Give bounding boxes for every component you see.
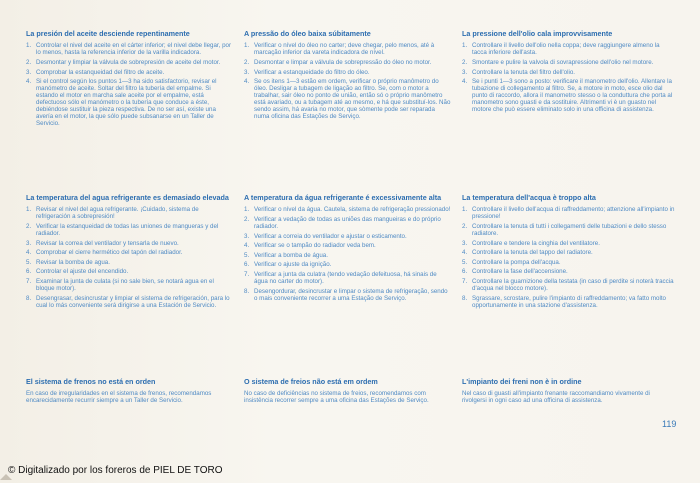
list-item: 8. Desengrasar, desincrustar y limpiar el sistema de refrigeración, para lo cual lo más conveniente será dirigirse a una Estación de Servicio. xyxy=(26,294,230,309)
list-item: 3. Controllare la tenuta del filtro dell'olio. xyxy=(462,68,575,76)
list-item: 3. Verificar a correia do ventilador e ajustar o esticamento. xyxy=(244,232,407,240)
list-item: 5. Revisar la bomba de agua. xyxy=(26,258,110,266)
section-text: Nel caso di guasti all'impianto frenante raccomandiamo vivamente di rivolgersi in ogni caso ad una officina di assistenza. xyxy=(462,390,650,405)
section-oil-pressure-pt xyxy=(244,30,452,194)
section-title: El sistema de frenos no está en orden xyxy=(26,378,156,386)
sections-grid xyxy=(26,30,676,448)
section-oil-pressure-it xyxy=(462,30,676,194)
list-item: 6. Controlar el ajuste del encendido. xyxy=(26,268,129,276)
section-brakes-it xyxy=(462,378,676,448)
section-title: La temperatura dell'acqua è troppo alta xyxy=(462,194,596,202)
list-item: 4. Comprobar el cierre hermético del tapón del radiador. xyxy=(26,249,183,257)
list-item: 8. Desengordurar, desincrustar e limpar o sistema de refrigeração, sendo o mais conveniente recorrer a uma Estação de Serviço. xyxy=(244,287,448,302)
list-item: 1. Revisar el nivel del agua refrigerante. ¡Cuidado, sistema de refrigeración a sobrepresión! xyxy=(26,206,199,221)
section-title: La temperatura del agua refrigerante es demasiado elevada xyxy=(26,194,229,202)
list-item: 5. Verificar a bomba de água. xyxy=(244,251,328,259)
list-item: 8. Sgrassare, scrostare, pulire l'impianto di raffreddamento; va fatto molto opportunamente in una stazione d'assistenza. xyxy=(462,294,667,309)
section-oil-pressure-es xyxy=(26,30,234,194)
list-item: 2. Desmontar y limpiar la válvula de sobrepresión de aceite del motor. xyxy=(26,59,221,66)
list-item: 6. Verificar o ajuste da ignição. xyxy=(244,261,332,269)
list-item: 2. Controllare la tenuta di tutti i collegamenti delle tubazioni e dello stesso radiatore. xyxy=(462,223,667,237)
list-item: 2. Verificar a vedação de todas as uniões das mangueiras e do próprio radiador. xyxy=(244,216,441,230)
section-coolant-temp-it xyxy=(462,194,676,378)
section-title: A pressão do óleo baixa súbitamente xyxy=(244,30,371,38)
section-title: L'impianto dei freni non è in ordine xyxy=(462,378,582,386)
list-item: 2. Verificar la estanqueidad de todas las uniones de mangueras y del radiador. xyxy=(26,223,219,237)
list-item: 1. Controllare il livello dell'acqua di raffreddamento; attenzione all'impianto in pressione! xyxy=(462,206,675,221)
section-brakes-pt xyxy=(244,378,452,448)
list-item: 1. Verificar o nível da água. Cautela, sistema de refrigeração pressionado! xyxy=(244,206,451,214)
section-text: No caso de deficiências no sistema de freios, recomendamos com insistência recorrer sempre a uma oficina das Estações de Serviço. xyxy=(244,390,429,405)
list-item: 2. Desmontar e limpar a válvula de sobrepressão do óleo no motor. xyxy=(244,59,432,66)
list-item: 6. Controllare la fase dell'accensione. xyxy=(462,268,568,276)
list-item: 7. Verificar a junta da culatra (tendo vedação defeituosa, há sinais de água no carter do motor). xyxy=(244,270,437,285)
page-number: 119 xyxy=(662,419,677,429)
section-coolant-temp-pt xyxy=(244,194,452,378)
section-text: En caso de irregularidades en el sistema de frenos, recomendamos encarecidamente recurrir siempre a un Taller de Servicio. xyxy=(26,390,212,405)
list-item: 3. Controllare e tendere la cinghia del ventilatore. xyxy=(462,239,600,247)
list-item: 3. Comprobar la estanqueidad del filtro de aceite. xyxy=(26,68,165,76)
section-title: O sistema de freios não está em ordem xyxy=(244,378,378,386)
section-coolant-temp-es xyxy=(26,194,234,378)
list-item: 4. Se os itens 1—3 estão em ordem, verificar o próprio manômetro do óleo. Desligar a tubagem de ligação ao filtro. Se, com o motor a trabalhar, sair óleo no ponto de união, então só o próprio manômetro está avariado, ou a tubagem até ao mesmo, e há que substituí-los. Não sendo assim, há avaria no motor, que sòmente pode ser reparada numa oficina das Estações de Serviço. xyxy=(244,78,451,121)
section-title: La presión del aceite desciende repentinamente xyxy=(26,30,190,38)
list-item: 1. Controllare il livello dell'olio nella coppa; deve raggiungere almeno la tacca inferiore dell'asta. xyxy=(462,42,660,57)
list-item: 1. Controlar el nivel del aceite en el cárter inferior; el nivel debe llegar, por lo menos, hasta la referencia inferior de la varilla indicadora. xyxy=(26,42,232,57)
list-item: 2. Smontare e pulire la valvola di sovrapressione dell'olio nel motore. xyxy=(462,59,654,66)
scan-credit: © Digitalizado por los foreros de PIEL DE TORO xyxy=(8,465,223,476)
section-title: A temperatura da água refrigerante é excessivamente alta xyxy=(244,194,442,202)
list-item: 4. Si el control según los puntos 1—3 ha sido satisfactorio, revisar el manómetro de aceite. Soltar del filtro la tubería del empalme. Si estando el motor en marcha sale aceite por el empalme, está defectuoso sólo el manómetro o la tubería que conduce a éste, debiéndose sustituir la pieza respectiva. De no ser así, existe una avería en el motor, la que sólo puede subsanarse en un Taller de Servicio. xyxy=(26,78,217,128)
list-item: 3. Verificar a estanqueidade do filtro do óleo. xyxy=(244,68,370,76)
page-corner-mark xyxy=(0,474,12,480)
list-item: 1. Verificar o nível do óleo no carter; deve chegar, pelo menos, até à marcação inferior da vareta indicadora de nível. xyxy=(244,42,435,57)
list-item: 5. Controllare la pompa dell'acqua. xyxy=(462,258,561,266)
list-item: 3. Revisar la correa del ventilador y tensarla de nuevo. xyxy=(26,239,179,247)
list-item: 7. Examinar la junta de culata (si no sale bien, se notará agua en el bloque motor). xyxy=(26,277,214,292)
section-title: La pressione dell'olio cala improvvisamente xyxy=(462,30,613,38)
list-item: 7. Controllare la guarnizione della testata (in caso di perdite si noterà traccia d'acqua nel blocco motore). xyxy=(462,277,674,292)
list-item: 4. Controllare la tenuta del tappo del radiatore. xyxy=(462,249,593,257)
list-item: 4. Verificar se o tampão do radiador veda bem. xyxy=(244,242,376,250)
list-item: 4. Se i punti 1—3 sono a posto: verificare il manometro dell'olio. Allentare la tubazione di collegamento al filtro. Se, a motore in moto, esce olio dal punto di raccordo, allora il manometro stesso o la conduttura che porta al manometro sono guasti e da sostituire. Altrimenti vi è un guasto nel motore che può essere eliminato solo in una officina di assistenza. xyxy=(462,78,673,114)
section-brakes-es xyxy=(26,378,234,448)
